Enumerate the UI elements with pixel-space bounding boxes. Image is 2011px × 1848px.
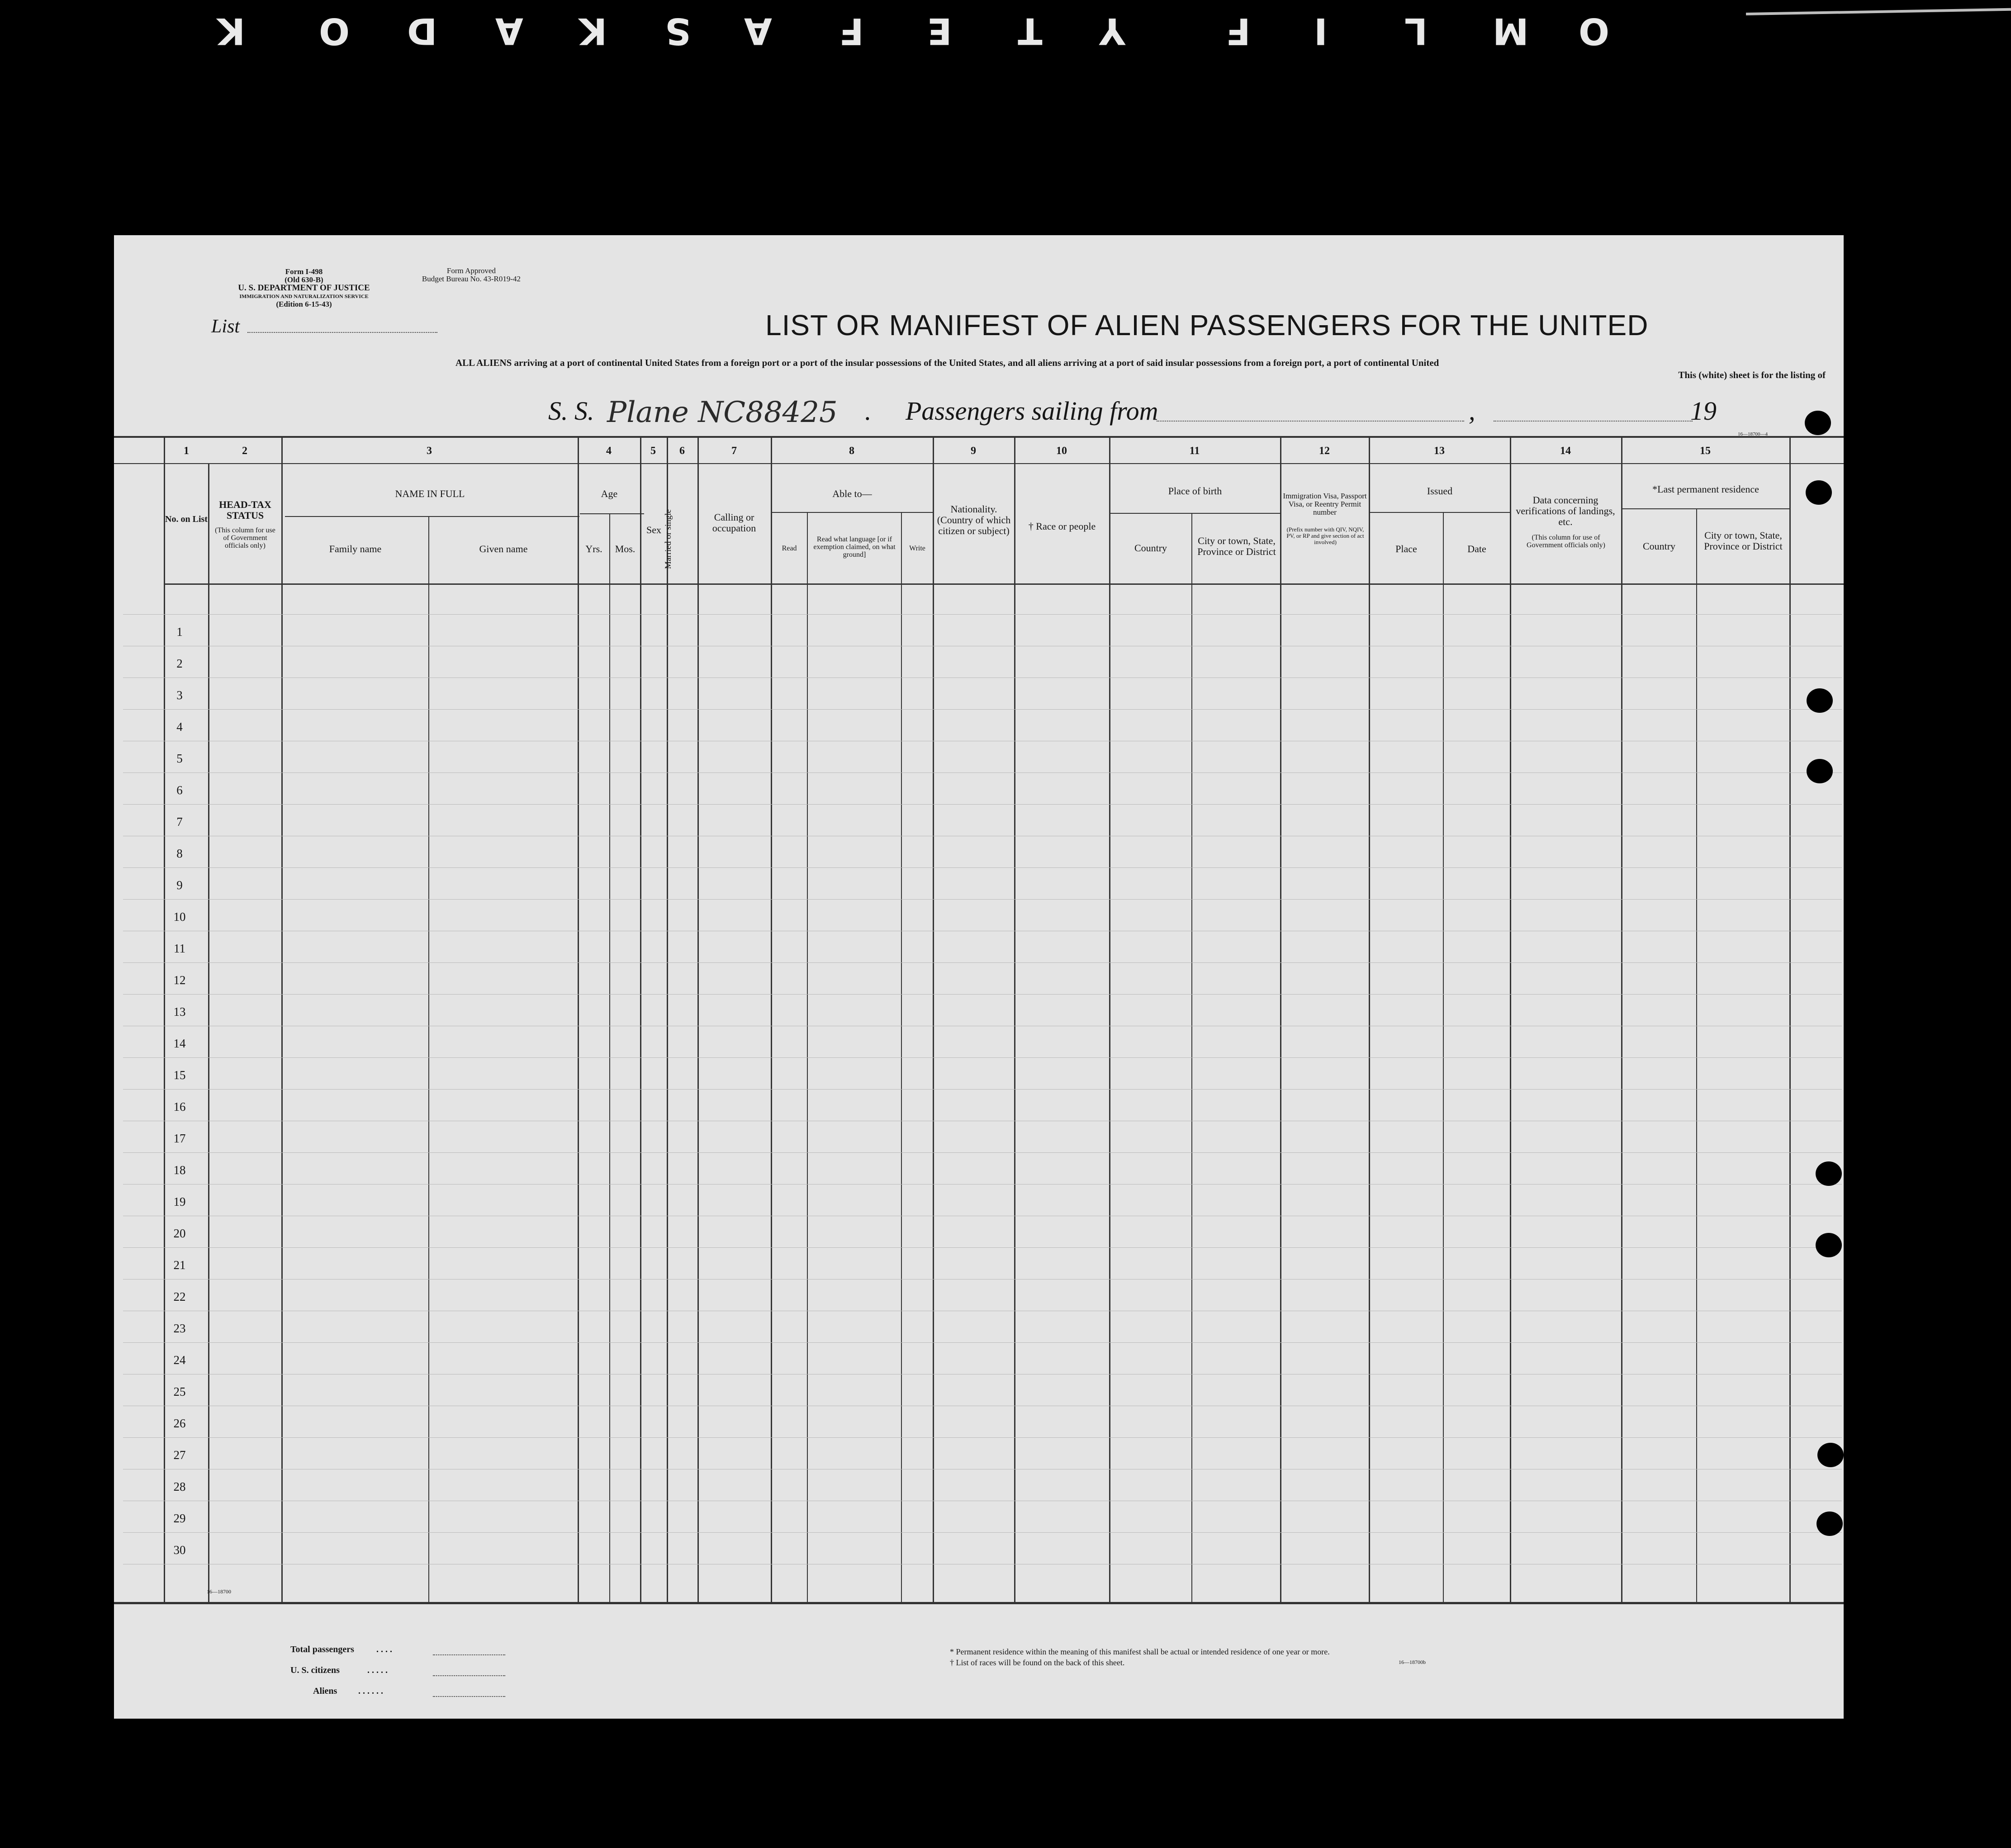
- col-divider: [281, 436, 283, 1603]
- col-number-10: 10: [1056, 445, 1067, 457]
- col-number-15: 15: [1700, 445, 1711, 457]
- row-number: 2: [176, 657, 183, 670]
- punch-hole: [1816, 1233, 1842, 1257]
- col-number-2: 2: [242, 445, 247, 457]
- col-divider: [208, 463, 209, 1603]
- age-subheader-rule: [580, 513, 644, 514]
- punch-hole: [1807, 688, 1833, 713]
- row-ruling: [123, 1089, 1842, 1090]
- edition: (Edition 6-15-43): [276, 300, 332, 308]
- form-number: Form I-498: [285, 267, 323, 276]
- row-number: 20: [173, 1227, 186, 1240]
- col-divider: [428, 516, 429, 1603]
- row-ruling: [123, 1342, 1842, 1343]
- header-last-residence: *Last permanent residence: [1652, 483, 1759, 495]
- comma: ,: [1469, 396, 1475, 426]
- col-divider: [697, 436, 699, 1603]
- punch-hole: [1817, 1443, 1844, 1467]
- small-code: 16—18700—4: [1738, 431, 1768, 437]
- row-ruling: [123, 804, 1842, 805]
- film-edge-letter: F: [1226, 10, 1251, 52]
- row-number: 8: [176, 847, 183, 860]
- header-issued-place: Place: [1395, 543, 1417, 554]
- row-number: 29: [173, 1512, 186, 1525]
- year-prefix: 19: [1690, 396, 1717, 426]
- col-divider: [609, 513, 610, 1603]
- film-edge-letter: K: [579, 10, 607, 52]
- footnote-code: 16—18700b: [1399, 1659, 1426, 1665]
- col-number-8: 8: [849, 445, 854, 457]
- film-edge-letter: A: [744, 10, 772, 52]
- col-divider: [1621, 436, 1622, 1603]
- header-name-in-full: NAME IN FULL: [395, 488, 465, 499]
- header-head-tax: HEAD-TAX STATUS: [219, 499, 271, 521]
- col-number-1: 1: [184, 445, 189, 457]
- film-edge-letter: S: [665, 10, 691, 52]
- film-edge-line: [1746, 8, 2011, 61]
- punch-hole: [1807, 759, 1833, 783]
- row-ruling: [123, 962, 1842, 963]
- col-number-12: 12: [1319, 445, 1330, 457]
- passengers-sailing-label: Passengers sailing from: [906, 396, 1158, 426]
- manifest-sheet: [114, 235, 1844, 1719]
- film-edge-letter: D: [407, 10, 437, 52]
- col-number-9: 9: [971, 445, 976, 457]
- col-divider: [578, 436, 579, 1603]
- col-number-4: 4: [606, 445, 612, 457]
- header-residence-city: City or town, State, Province or District: [1704, 530, 1783, 552]
- subtitle-line-2: This (white) sheet is for the listing of: [1678, 370, 1826, 380]
- leader-dots: . . . .: [376, 1644, 392, 1654]
- punch-hole: [1806, 480, 1832, 505]
- col-divider: [933, 436, 934, 1603]
- row-ruling: [123, 709, 1842, 710]
- issued-subheader-rule: [1369, 512, 1510, 513]
- row-number: 15: [173, 1068, 186, 1082]
- header-read: Read: [782, 545, 797, 552]
- date-field[interactable]: [1494, 421, 1693, 422]
- header-birth-country: Country: [1134, 542, 1167, 554]
- ship-period: .: [865, 396, 872, 426]
- col-number-13: 13: [1434, 445, 1445, 457]
- birth-subheader-rule: [1109, 513, 1280, 514]
- header-data-landings: Data concerning verifications of landings, etc.: [1516, 494, 1615, 527]
- header-residence-country: Country: [1642, 540, 1676, 552]
- row-number: 25: [173, 1385, 186, 1398]
- row-number: 17: [173, 1132, 186, 1145]
- film-edge-letter: O: [319, 10, 350, 52]
- col-number-3: 3: [427, 445, 432, 457]
- row-number: 6: [176, 783, 183, 797]
- col-divider: [640, 436, 641, 1603]
- row-number: 9: [176, 878, 183, 892]
- punch-hole: [1816, 1161, 1842, 1186]
- header-race: † Race or people: [1028, 521, 1096, 532]
- film-edge-letter: Y: [1099, 10, 1125, 52]
- header-visa: Immigration Visa, Passport Visa, or Reentry Permit number: [1283, 492, 1367, 516]
- table-top-rule: [114, 436, 1844, 438]
- col-divider: [1191, 513, 1192, 1603]
- row-number: 27: [173, 1448, 186, 1462]
- bottom-code: 16—18700: [207, 1588, 231, 1595]
- row-ruling: [123, 1437, 1842, 1438]
- header-bottom-rule: [164, 583, 1844, 585]
- service: IMMIGRATION AND NATURALIZATION SERVICE: [239, 293, 369, 299]
- ship-name-handwritten: Plane NC88425: [607, 396, 838, 429]
- film-edge-letter: L: [1404, 10, 1428, 52]
- total-passengers-field[interactable]: [433, 1654, 505, 1655]
- col-divider: [771, 436, 772, 1603]
- header-family-name: Family name: [329, 543, 382, 554]
- row-number: 4: [176, 720, 183, 734]
- residence-subheader-rule: [1621, 508, 1789, 509]
- header-birth-city: City or town, State, Province or District: [1197, 535, 1276, 557]
- col-number-14: 14: [1560, 445, 1571, 457]
- header-issued-date: Date: [1467, 543, 1486, 554]
- list-field[interactable]: [247, 332, 437, 333]
- aliens-field[interactable]: [433, 1696, 505, 1697]
- film-edge-letter: K: [217, 10, 245, 52]
- approval-block: [399, 267, 544, 283]
- form-omb: (Old 630-B): [285, 275, 323, 284]
- col-divider: [1369, 436, 1370, 1603]
- header-married: Married or single: [664, 509, 673, 569]
- row-number: 19: [173, 1195, 186, 1208]
- row-number: 30: [173, 1543, 186, 1557]
- form-id-block: [218, 268, 390, 308]
- row-ruling: [123, 772, 1842, 773]
- row-number: 23: [173, 1322, 186, 1335]
- header-write: Write: [909, 545, 925, 552]
- row-number: 1: [176, 625, 183, 639]
- film-edge-letter: M: [1493, 10, 1529, 52]
- subtitle-line-1: ALL ALIENS arriving at a port of continental United States from a foreign port or a port of the insular possessions of the United States, and all aliens arriving at a port of said insular possessions from a foreign port, a port of continental United: [455, 357, 1439, 368]
- row-number: 26: [173, 1417, 186, 1430]
- row-number: 28: [173, 1480, 186, 1493]
- col-divider: [1510, 436, 1511, 1603]
- row-number: 3: [176, 688, 183, 702]
- film-edge-letter: O: [1579, 10, 1610, 52]
- row-number: 14: [173, 1037, 186, 1050]
- table-bottom-rule: [114, 1602, 1844, 1604]
- budget-number: Budget Bureau No. 43-R019-42: [422, 275, 521, 283]
- row-number: 22: [173, 1290, 186, 1303]
- header-given-name: Given name: [479, 543, 528, 554]
- department: U. S. DEPARTMENT OF JUSTICE: [238, 283, 370, 293]
- film-edge-letter: I: [1314, 10, 1328, 52]
- header-yrs: Yrs.: [585, 543, 602, 554]
- col-number-7: 7: [731, 445, 737, 457]
- punch-hole: [1805, 411, 1831, 435]
- row-number: 13: [173, 1005, 186, 1019]
- header-visa-note: (Prefix number with QIV, NQIV, PV, or RP and give section of act involved): [1286, 526, 1364, 545]
- row-number: 11: [174, 942, 185, 955]
- aliens-label: Aliens: [313, 1686, 337, 1696]
- header-head-tax-note: (This column for use of Government officials only): [215, 526, 275, 550]
- film-edge-letter: A: [495, 10, 523, 52]
- film-edge-print: [0, 10, 2011, 67]
- header-issued: Issued: [1427, 485, 1453, 497]
- header-age: Age: [601, 488, 618, 499]
- able-subheader-rule: [771, 512, 933, 513]
- ship-prefix: S. S.: [548, 396, 594, 426]
- header-place-of-birth: Place of birth: [1168, 485, 1222, 497]
- col-divider: [1109, 436, 1110, 1603]
- row-ruling: [123, 867, 1842, 868]
- col-divider: [667, 436, 668, 1603]
- row-ruling: [123, 899, 1842, 900]
- header-read-language: Read what language [or if exemption claimed, on what ground]: [813, 535, 896, 559]
- film-edge-letter: E: [927, 10, 952, 52]
- punch-hole: [1817, 1512, 1843, 1536]
- column-number-rule: [114, 463, 1844, 464]
- footnote-races: † List of races will be found on the back of this sheet.: [950, 1658, 1125, 1667]
- header-no-on-list: No. on List: [165, 514, 208, 524]
- row-ruling: [123, 1152, 1842, 1153]
- form-approved: Form Approved: [446, 266, 496, 275]
- name-subheader-rule: [285, 516, 579, 517]
- row-number: 10: [173, 910, 186, 924]
- row-ruling: [123, 1532, 1842, 1533]
- row-number: 12: [173, 973, 186, 987]
- header-calling: Calling or occupation: [712, 512, 756, 534]
- header-mos: Mos.: [615, 543, 636, 554]
- header-able-to: Able to—: [832, 488, 872, 499]
- leader-dots: . . . . . .: [358, 1686, 383, 1696]
- col-divider: [1696, 508, 1697, 1603]
- row-number: 16: [173, 1100, 186, 1114]
- col-divider: [1789, 436, 1791, 1603]
- row-number: 24: [173, 1353, 186, 1367]
- row-number: 7: [176, 815, 183, 829]
- col-number-11: 11: [1189, 445, 1200, 457]
- col-number-6: 6: [679, 445, 685, 457]
- port-field[interactable]: [1157, 421, 1464, 422]
- footnote-residence: * Permanent residence within the meaning of this manifest shall be actual or intended residence of one year or more.: [950, 1647, 1330, 1656]
- header-data-note: (This column for use of Government officials only): [1527, 534, 1605, 549]
- film-edge-letter: T: [1018, 10, 1043, 52]
- leader-dots: . . . . .: [367, 1665, 388, 1675]
- us-citizens-field[interactable]: [433, 1675, 505, 1676]
- row-number: 18: [173, 1163, 186, 1177]
- header-sex: Sex: [646, 524, 661, 535]
- total-passengers-label: Total passengers: [290, 1644, 354, 1654]
- row-number: 21: [173, 1258, 186, 1272]
- row-ruling: [123, 614, 1842, 615]
- col-divider: [1280, 436, 1281, 1603]
- col-divider: [1014, 436, 1015, 1603]
- us-citizens-label: U. S. citizens: [290, 1665, 340, 1675]
- film-edge-letter: F: [839, 10, 864, 52]
- header-nationality: Nationality. (Country of which citizen or subject): [937, 503, 1011, 536]
- col-number-5: 5: [650, 445, 656, 457]
- row-ruling: [123, 994, 1842, 995]
- row-ruling: [123, 1247, 1842, 1248]
- row-number: 5: [176, 752, 183, 765]
- list-label: List: [211, 316, 240, 337]
- row-ruling: [123, 1184, 1842, 1185]
- form-title: LIST OR MANIFEST OF ALIEN PASSENGERS FOR THE UNITED: [765, 309, 1649, 341]
- row-ruling: [123, 1057, 1842, 1058]
